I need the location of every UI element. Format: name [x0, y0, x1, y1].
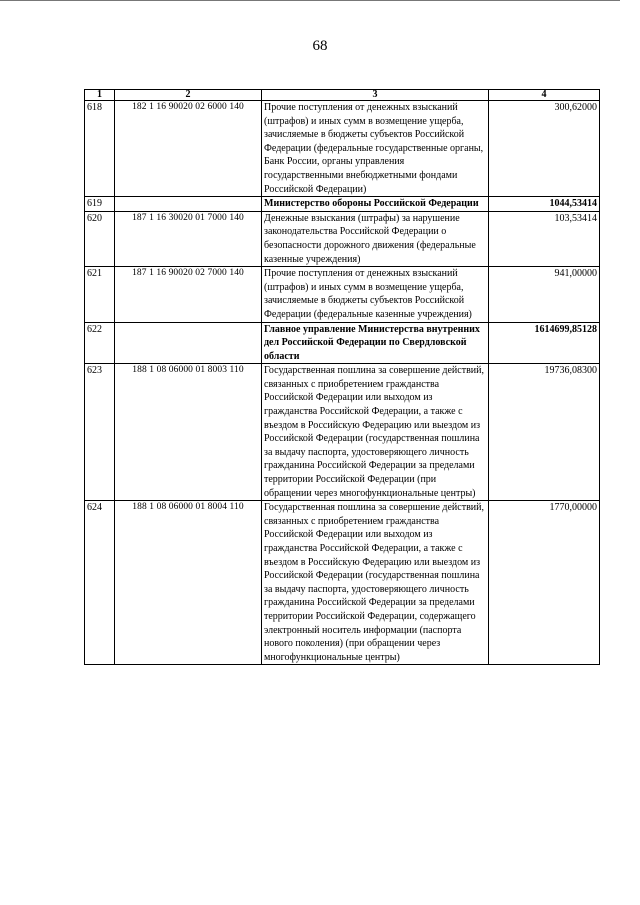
budget-code: 188 1 08 06000 01 8004 110	[115, 501, 262, 665]
row-number: 623	[85, 364, 115, 501]
row-description: Государственная пошлина за совершение действий, связанных с приобретением гражданства Российской Федерации или выходом из гражданства Российской Федерации, а также с въездом в Российскую Федерацию или выездом из Российской Федерации (государственная пошлина за выдачу паспорта, удостоверяющего личность гражданина Российской Федерации за пределами территории Российской Федерации, содержащего электронный носитель информации (паспорта нового поколения) (при обращении через многофункциональные центры)	[262, 501, 489, 665]
header-col-3: 3	[262, 90, 489, 101]
row-description: Главное управление Министерства внутренних дел Российской Федерации по Свердловской области	[262, 322, 489, 364]
table-row	[85, 211, 600, 266]
row-number: 618	[85, 101, 115, 197]
table-row	[85, 267, 600, 322]
table-row	[85, 101, 600, 197]
budget-code: 187 1 16 30020 01 7000 140	[115, 211, 262, 266]
budget-code: 188 1 08 06000 01 8003 110	[115, 364, 262, 501]
row-amount: 300,62000	[489, 101, 600, 197]
budget-code: 182 1 16 90020 02 6000 140	[115, 101, 262, 197]
row-amount: 1044,53414	[489, 197, 600, 212]
row-amount: 103,53414	[489, 211, 600, 266]
row-description: Прочие поступления от денежных взысканий (штрафов) и иных сумм в возмещение ущерба, зачисляемые в бюджеты субъектов Российской Федерации (федеральные государственные органы, Банк России, органы управления государственными внебюджетными фондами Российской Федерации)	[262, 101, 489, 197]
budget-code	[115, 197, 262, 212]
header-row	[85, 90, 600, 101]
row-description: Прочие поступления от денежных взысканий (штрафов) и иных сумм в возмещение ущерба, зачисляемые в бюджеты субъектов Российской Федерации (федеральные казенные учреждения)	[262, 267, 489, 322]
row-description: Министерство обороны Российской Федерации	[262, 197, 489, 212]
row-description: Денежные взыскания (штрафы) за нарушение законодательства Российской Федерации о безопасности дорожного движения (федеральные казенные учреждения)	[262, 211, 489, 266]
row-number: 619	[85, 197, 115, 212]
page-number: 68	[312, 38, 328, 54]
row-description: Государственная пошлина за совершение действий, связанных с приобретением гражданства Российской Федерации или выходом из гражданства Российской Федерации, а также с въездом в Российскую Федерацию или выездом из Российской Федерации (государственная пошлина за выдачу паспорта, удостоверяющего личность гражданина Российской Федерации за пределами территории Российской Федерации (при обращении через многофункциональные центры)	[262, 364, 489, 501]
budget-code	[115, 322, 262, 364]
budget-code: 187 1 16 90020 02 7000 140	[115, 267, 262, 322]
row-amount: 941,00000	[489, 267, 600, 322]
top-rule	[0, 0, 620, 1]
table-row	[85, 364, 600, 501]
row-amount: 1770,00000	[489, 501, 600, 665]
row-amount: 1614699,85128	[489, 322, 600, 364]
table-row	[85, 322, 600, 364]
row-number: 621	[85, 267, 115, 322]
header-col-4: 4	[489, 90, 600, 101]
row-number: 624	[85, 501, 115, 665]
header-col-2: 2	[115, 90, 262, 101]
row-number: 622	[85, 322, 115, 364]
row-number: 620	[85, 211, 115, 266]
budget-table	[84, 89, 600, 665]
header-col-1: 1	[85, 90, 115, 101]
table-row	[85, 197, 600, 212]
row-amount: 19736,08300	[489, 364, 600, 501]
table-row	[85, 501, 600, 665]
